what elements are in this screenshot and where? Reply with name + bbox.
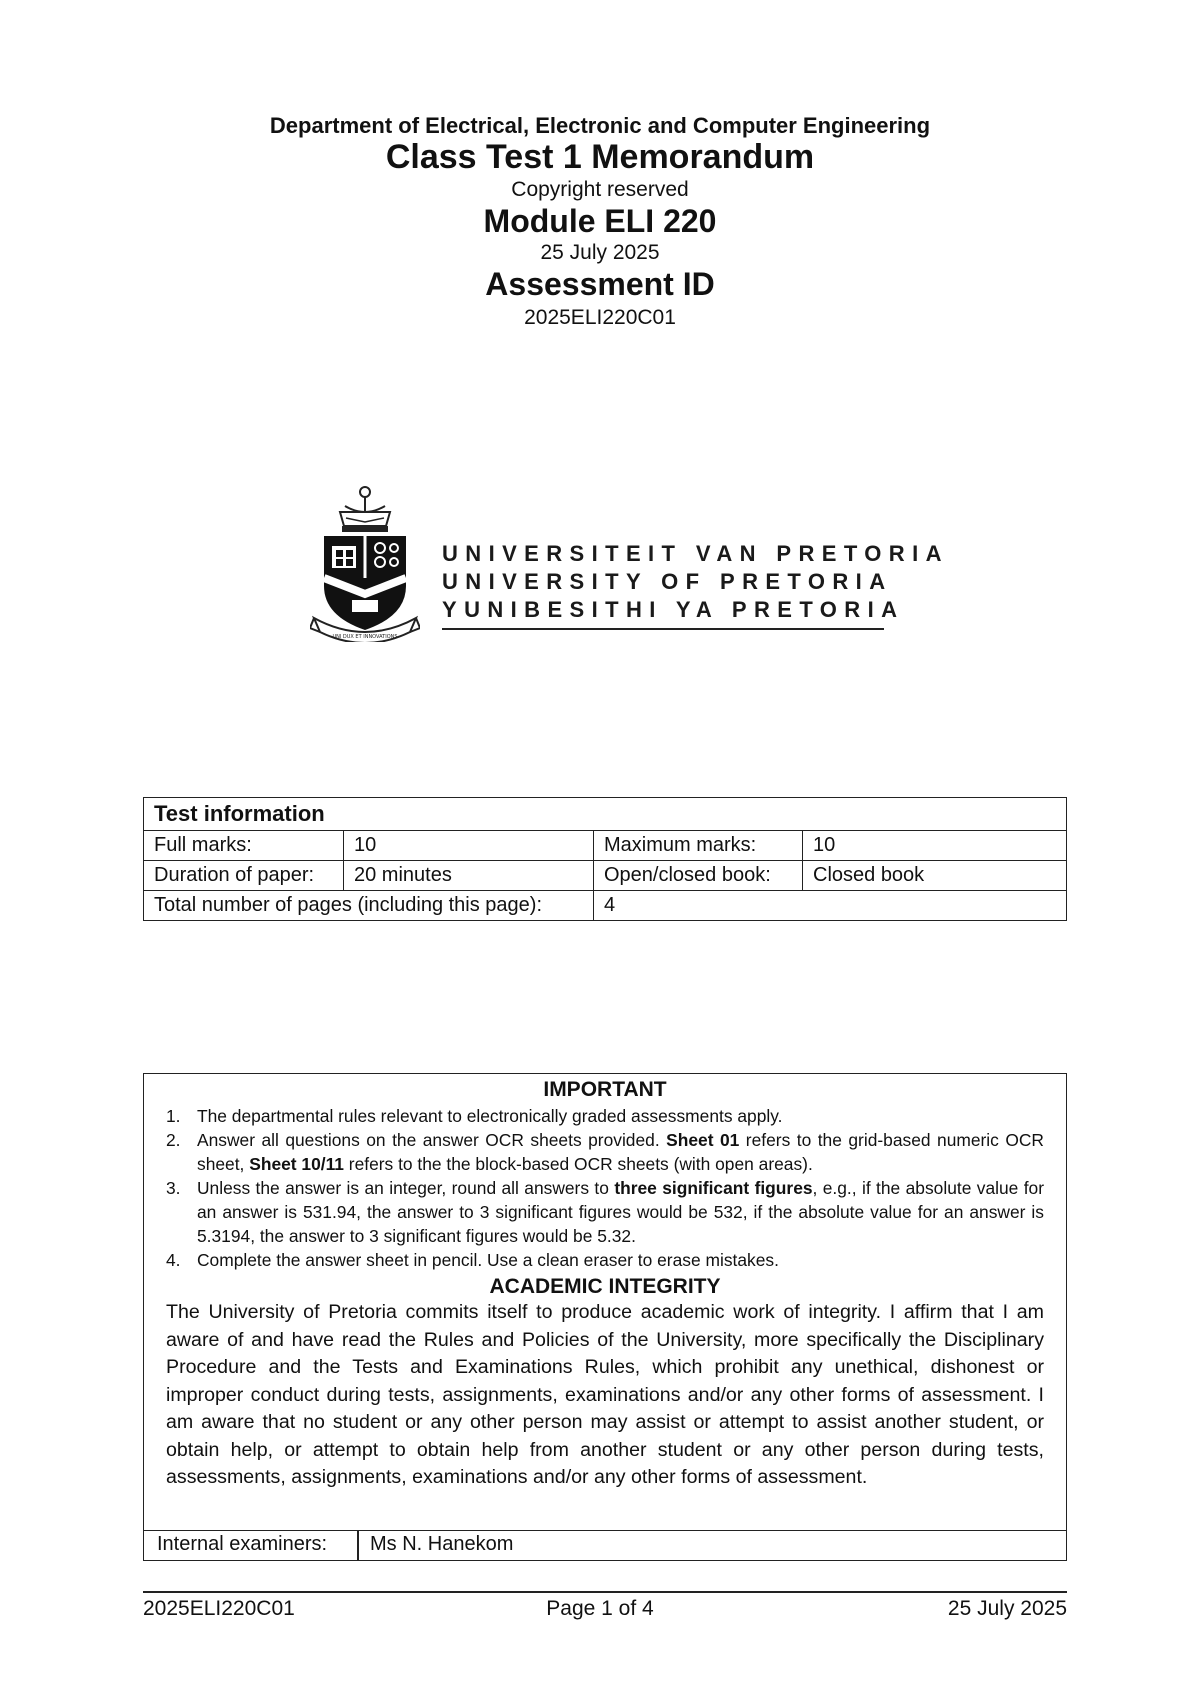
module-heading: Module ELI 220 xyxy=(483,203,717,239)
examiners-divider xyxy=(357,1531,359,1560)
assessment-id-value: 2025ELI220C01 xyxy=(524,306,676,329)
footer-date: 25 July 2025 xyxy=(947,1597,1067,1620)
instruction-number: 2. xyxy=(166,1130,181,1150)
instruction-text: Complete the answer sheet in pencil. Use a clean eraser to erase mistakes. xyxy=(197,1250,779,1270)
footer-rule xyxy=(143,1591,1067,1593)
instruction-text: , e.g., if the absolute value for an answer is 531.94, the answer to 3 significant figures would be 532, if the absolute value for an answer is 5.3194, the answer to 3 significant figures would be 5.32. xyxy=(197,1178,1044,1246)
university-logo xyxy=(310,482,949,642)
document-title: Class Test 1 Memorandum xyxy=(385,138,815,176)
instruction-bold: three significant figures xyxy=(614,1178,813,1198)
university-name-english: UNIVERSITY OF PRETORIA xyxy=(442,569,893,594)
academic-integrity-text: The University of Pretoria commits itself to produce academic work of integrity. I affirm that I am aware of and have read the Rules and Policies of the University, more specifically the Disciplinary Procedure and the Tests and Examinations Rules, which prohibit any unethical, dishonest or improper conduct during tests, assignments, examinations and/or any other forms of assessment. I am aware that no student or any other person may assist or attempt to assist another student, or obtain help, or attempt to obtain help from another student or any other person during tests, assessments, assignments, examinations and/or any other forms of assessment. xyxy=(166,1301,1044,1488)
examiners-label: Internal examiners: xyxy=(157,1533,328,1555)
instruction-text: Answer all questions on the answer OCR sheets provided. xyxy=(197,1130,667,1150)
test-date: 25 July 2025 xyxy=(540,241,660,264)
full-marks-label: Full marks: xyxy=(144,831,344,861)
instruction-text: Unless the answer is an integer, round all answers to xyxy=(197,1178,615,1198)
logo-underline xyxy=(442,628,884,630)
full-marks-value: 10 xyxy=(344,831,594,861)
instruction-number: 3. xyxy=(166,1178,181,1198)
important-heading: IMPORTANT xyxy=(543,1078,667,1101)
footer-page-number: Page 1 of 4 xyxy=(546,1597,654,1620)
duration-label: Duration of paper: xyxy=(144,861,344,891)
max-marks-label: Maximum marks: xyxy=(594,831,803,861)
instruction-text: refers to the grid-based numeric OCR sheet, xyxy=(197,1130,1044,1174)
instruction-number: 1. xyxy=(166,1106,181,1126)
university-name-afrikaans: UNIVERSITEIT VAN PRETORIA xyxy=(442,541,949,566)
pages-value: 4 xyxy=(594,891,1067,921)
footer-assessment-id: 2025ELI220C01 xyxy=(143,1597,295,1620)
department-heading: Department of Electrical, Electronic and Computer Engineering xyxy=(269,113,931,138)
instruction-bold: Sheet 01 xyxy=(666,1130,740,1150)
test-information-table xyxy=(143,797,1067,921)
pages-label: Total number of pages (including this page): xyxy=(144,891,594,921)
instruction-number: 4. xyxy=(166,1250,181,1270)
book-value: Closed book xyxy=(803,861,1067,891)
instruction-item xyxy=(144,1128,1066,1176)
instruction-item xyxy=(144,1248,1066,1272)
test-info-heading: Test information xyxy=(144,798,1067,831)
instruction-item xyxy=(144,1104,1066,1128)
instruction-list xyxy=(144,1104,1066,1272)
book-label: Open/closed book: xyxy=(594,861,803,891)
instruction-text: refers to the the block-based OCR sheets (with open areas). xyxy=(343,1154,813,1174)
examiners-row xyxy=(144,1530,1066,1560)
copyright-notice: Copyright reserved xyxy=(511,178,689,201)
instruction-text: The departmental rules relevant to electronically graded assessments apply. xyxy=(197,1106,783,1126)
assessment-id-label: Assessment ID xyxy=(485,266,715,302)
academic-integrity-heading: ACADEMIC INTEGRITY xyxy=(489,1275,721,1298)
crest-motto: UNI DUX ET INNOVATIONS xyxy=(332,634,398,640)
important-box xyxy=(143,1073,1067,1561)
examiners-value: Ms N. Hanekom xyxy=(370,1533,514,1555)
duration-value: 20 minutes xyxy=(344,861,594,891)
university-crest-icon xyxy=(310,482,420,642)
instruction-item xyxy=(144,1176,1066,1248)
university-name-sepedi: YUNIBESITHI YA PRETORIA xyxy=(442,597,905,622)
instruction-bold: Sheet 10/11 xyxy=(249,1154,344,1174)
max-marks-value: 10 xyxy=(803,831,1067,861)
